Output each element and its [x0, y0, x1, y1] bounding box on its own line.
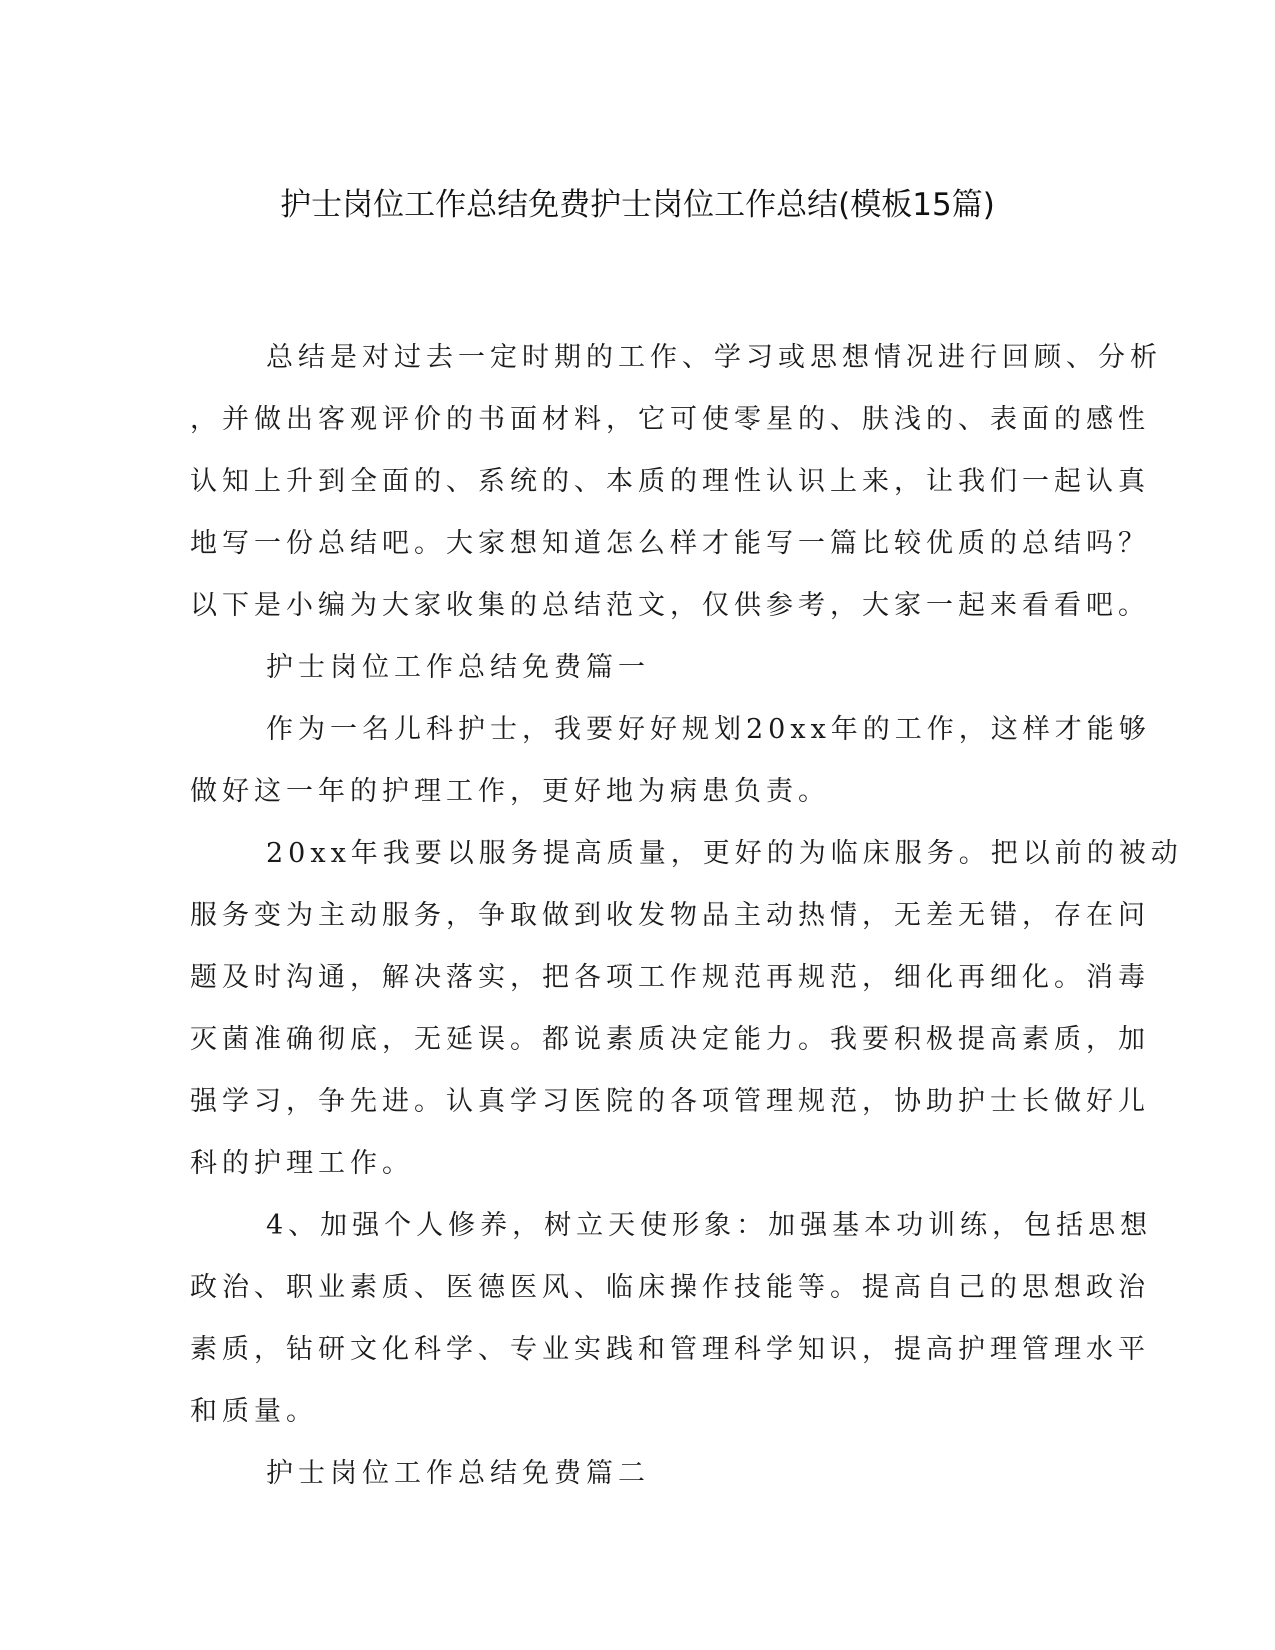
- paragraph-line: 灭菌准确彻底，无延误。都说素质决定能力。我要积极提高素质，加: [190, 1024, 1150, 1055]
- paragraph-line: 素质，钻研文化科学、专业实践和管理科学知识，提高护理管理水平: [190, 1334, 1150, 1365]
- paragraph-line: 强学习，争先进。认真学习医院的各项管理规范，协助护士长做好儿: [190, 1086, 1150, 1117]
- paragraph-line: 题及时沟通，解决落实，把各项工作规范再规范，细化再细化。消毒: [190, 962, 1150, 993]
- intro-line: 以下是小编为大家收集的总结范文，仅供参考，大家一起来看看吧。: [190, 590, 1150, 621]
- intro-line: 地写一份总结吧。大家想知道怎么样才能写一篇比较优质的总结吗？: [190, 528, 1150, 559]
- document-body: [190, 327, 1183, 1505]
- section-heading-2: 护士岗位工作总结免费篇二: [266, 1458, 650, 1489]
- page-title: 护士岗位工作总结免费护士岗位工作总结(模板15篇): [280, 187, 995, 223]
- paragraph-line: 做好这一年的护理工作，更好地为病患负责。: [190, 776, 830, 807]
- paragraph-line: 作为一名儿科护士，我要好好规划20xx年的工作，这样才能够: [266, 714, 1151, 745]
- paragraph-line: 科的护理工作。: [190, 1148, 414, 1179]
- intro-line: ，并做出客观评价的书面材料，它可使零星的、肤浅的、表面的感性: [190, 404, 1150, 435]
- section-heading-1: 护士岗位工作总结免费篇一: [266, 652, 650, 683]
- paragraph-line: 4、加强个人修养，树立天使形象：加强基本功训练，包括思想: [266, 1210, 1153, 1241]
- paragraph-line: 20xx年我要以服务提高质量，更好的为临床服务。把以前的被动: [266, 838, 1183, 869]
- paragraph-line: 服务变为主动服务，争取做到收发物品主动热情，无差无错，存在问: [190, 900, 1150, 931]
- intro-line: 认知上升到全面的、系统的、本质的理性认识上来，让我们一起认真: [190, 466, 1150, 497]
- intro-line: 总结是对过去一定时期的工作、学习或思想情况进行回顾、分析: [266, 342, 1162, 373]
- paragraph-line: 和质量。: [190, 1396, 318, 1427]
- paragraph-line: 政治、职业素质、医德医风、临床操作技能等。提高自己的思想政治: [190, 1272, 1150, 1303]
